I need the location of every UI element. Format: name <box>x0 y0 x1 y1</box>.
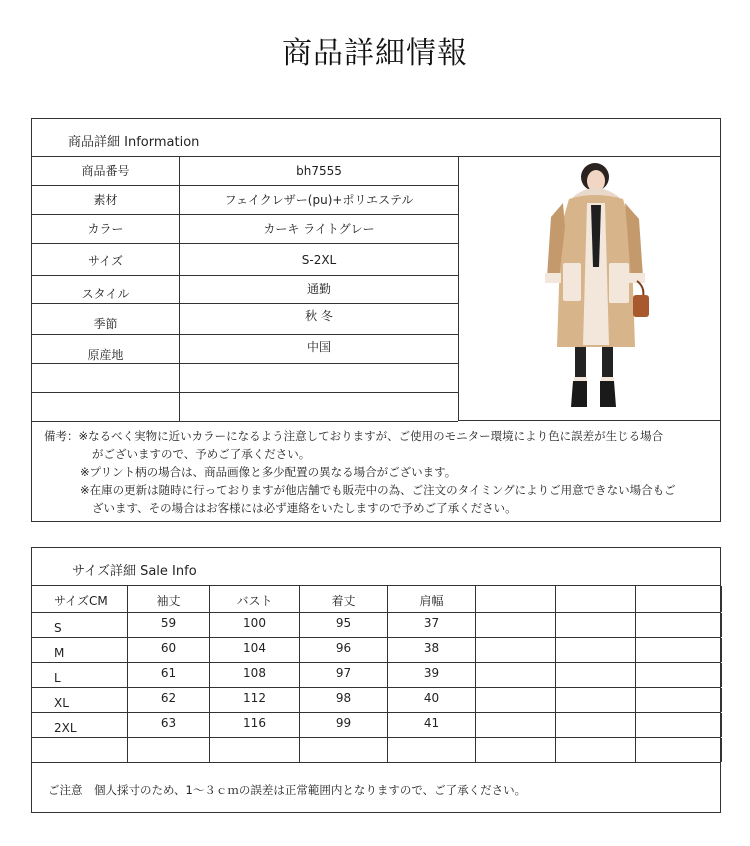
size-header-row <box>32 586 720 613</box>
size-cell <box>636 663 722 687</box>
size-cell-text: 99 <box>335 716 352 730</box>
size-header-cell <box>636 586 722 612</box>
size-cell <box>128 688 210 712</box>
size-cell <box>300 613 388 637</box>
product-label: カラー <box>32 215 180 243</box>
size-cell-text: 104 <box>243 641 266 655</box>
size-detail-heading: サイズ詳細 Sale Info <box>72 564 197 579</box>
page-title: 商品詳細情報 <box>282 36 468 71</box>
size-row <box>32 738 720 763</box>
size-detail-header <box>32 548 720 586</box>
size-cell-text: 116 <box>243 716 266 730</box>
product-row-empty <box>32 393 458 422</box>
size-cell-text: 袖丈 <box>156 594 181 608</box>
right-boot <box>600 381 616 407</box>
size-cell <box>388 688 476 712</box>
product-row-origin <box>32 335 458 364</box>
product-label <box>32 393 180 421</box>
size-cell <box>636 738 722 762</box>
size-cell <box>32 638 128 662</box>
size-cell-text: 100 <box>243 616 266 630</box>
product-value: 通勤 <box>306 282 331 296</box>
size-cell <box>300 688 388 712</box>
size-cell <box>476 663 556 687</box>
size-cell <box>636 638 722 662</box>
product-notes <box>44 427 714 517</box>
product-row-empty <box>32 364 458 393</box>
size-cell <box>636 613 722 637</box>
product-value: bh7555 <box>296 164 342 178</box>
size-row <box>32 613 720 638</box>
product-row-color <box>32 215 458 244</box>
product-label: 素材 <box>32 186 180 214</box>
size-cell <box>476 613 556 637</box>
product-value <box>180 364 458 392</box>
size-cell <box>210 713 300 737</box>
size-cell-text: 41 <box>423 716 440 730</box>
product-row-number <box>32 157 458 186</box>
size-cell-text: L <box>54 671 61 685</box>
product-row-material <box>32 186 458 215</box>
size-cell-text: サイズCM <box>54 594 108 608</box>
size-cell-text: 97 <box>335 666 352 680</box>
size-cell <box>300 638 388 662</box>
product-label <box>32 364 180 392</box>
size-cell <box>210 638 300 662</box>
size-row <box>32 688 720 713</box>
handbag <box>633 295 649 317</box>
size-header-cell <box>128 586 210 612</box>
size-cell-text: 2XL <box>54 721 77 735</box>
size-cell <box>476 688 556 712</box>
size-cell-text: 着丈 <box>331 594 356 608</box>
size-cell <box>210 688 300 712</box>
product-label: サイズ <box>32 244 180 275</box>
size-cell <box>388 738 476 762</box>
size-cell <box>128 638 210 662</box>
size-header-cell <box>210 586 300 612</box>
size-cell <box>556 738 636 762</box>
size-cell <box>128 613 210 637</box>
size-cell-text: 61 <box>160 666 177 680</box>
size-cell <box>210 663 300 687</box>
size-cell-text: M <box>54 646 65 660</box>
note-line: ※在庫の更新は随時に行っておりますが他店舗でも販売中の為、ご注文のタイミングによりご用意できない場合もご <box>80 483 676 497</box>
size-cell <box>556 638 636 662</box>
product-row-season <box>32 304 458 335</box>
left-pocket <box>563 263 581 301</box>
note-line: ざいます、その場合はお客様には必ず連絡をいたしますので予めご了承ください。 <box>92 501 517 515</box>
size-cell-text: S <box>54 621 62 635</box>
size-detail-table <box>31 547 721 813</box>
size-cell <box>476 638 556 662</box>
size-cell <box>32 688 128 712</box>
size-cell-text: 37 <box>423 616 440 630</box>
model-coat-illustration <box>459 157 721 421</box>
size-cell <box>476 738 556 762</box>
size-cell-text: 108 <box>243 666 266 680</box>
size-cell <box>556 613 636 637</box>
size-cell <box>210 738 300 762</box>
size-cell-text: 40 <box>423 691 440 705</box>
size-cell <box>300 663 388 687</box>
size-header-cell <box>300 586 388 612</box>
size-cell-text: 38 <box>423 641 440 655</box>
product-label: スタイル <box>32 276 180 303</box>
size-cell <box>32 738 128 762</box>
size-cell <box>210 613 300 637</box>
size-cell-text: 39 <box>423 666 440 680</box>
size-header-cell <box>388 586 476 612</box>
note-line: ※プリント柄の場合は、商品画像と多少配置の異なる場合がございます。 <box>80 465 457 479</box>
size-cell <box>128 663 210 687</box>
product-detail-header <box>32 119 720 157</box>
product-row-style <box>32 276 458 304</box>
product-value: 秋 冬 <box>305 309 333 323</box>
product-value <box>180 393 458 421</box>
size-cell <box>388 613 476 637</box>
size-cell <box>636 713 722 737</box>
size-cell <box>300 713 388 737</box>
size-cell-text: 96 <box>335 641 352 655</box>
product-detail-heading: 商品詳細 Information <box>68 135 200 150</box>
size-cell <box>128 738 210 762</box>
size-header-cell <box>32 586 128 612</box>
size-cell-text: 112 <box>243 691 266 705</box>
size-cell <box>128 713 210 737</box>
size-cell <box>300 738 388 762</box>
product-detail-table <box>31 118 721 522</box>
size-cell-text: 98 <box>335 691 352 705</box>
size-cell-text: バスト <box>236 594 273 608</box>
size-row <box>32 638 720 663</box>
size-cell <box>556 688 636 712</box>
size-cell <box>476 713 556 737</box>
size-cell-text: 95 <box>335 616 352 630</box>
product-label: 季節 <box>32 304 180 334</box>
size-header-cell <box>556 586 636 612</box>
product-label: 商品番号 <box>32 157 180 185</box>
product-label: 原産地 <box>32 335 180 363</box>
product-value: カーキ ライトグレー <box>263 222 375 236</box>
note-line: がございますので、予めご了承ください。 <box>92 447 311 461</box>
size-caution: ご注意 個人採寸のため、1～３ｃｍの誤差は正常範囲内となりますので、ご了承ください。 <box>48 783 527 797</box>
size-cell-text: 63 <box>160 716 177 730</box>
size-cell-text: 62 <box>160 691 177 705</box>
size-cell <box>32 613 128 637</box>
size-cell <box>636 688 722 712</box>
size-cell-text: XL <box>54 696 69 710</box>
right-pocket <box>609 263 629 303</box>
size-row <box>32 663 720 688</box>
product-photo <box>458 157 720 421</box>
note-line: 備考：※なるべく実物に近いカラーになるよう注意しておりますが、ご使用のモニター環境により色に誤差が生じる場合 <box>44 429 664 443</box>
product-value: フェイクレザー(pu)+ポリエステル <box>224 193 414 207</box>
size-cell-text: 60 <box>160 641 177 655</box>
size-header-cell <box>476 586 556 612</box>
size-cell-text: 59 <box>160 616 177 630</box>
size-cell <box>388 713 476 737</box>
size-cell <box>388 638 476 662</box>
size-row <box>32 713 720 738</box>
product-value: S-2XL <box>301 253 337 267</box>
size-cell-text: 肩幅 <box>419 594 444 608</box>
size-cell <box>32 663 128 687</box>
product-row-size <box>32 244 458 276</box>
left-boot <box>571 381 587 407</box>
size-cell <box>32 713 128 737</box>
size-cell <box>556 713 636 737</box>
size-cell <box>388 663 476 687</box>
size-cell <box>556 663 636 687</box>
product-value: 中国 <box>306 340 331 354</box>
